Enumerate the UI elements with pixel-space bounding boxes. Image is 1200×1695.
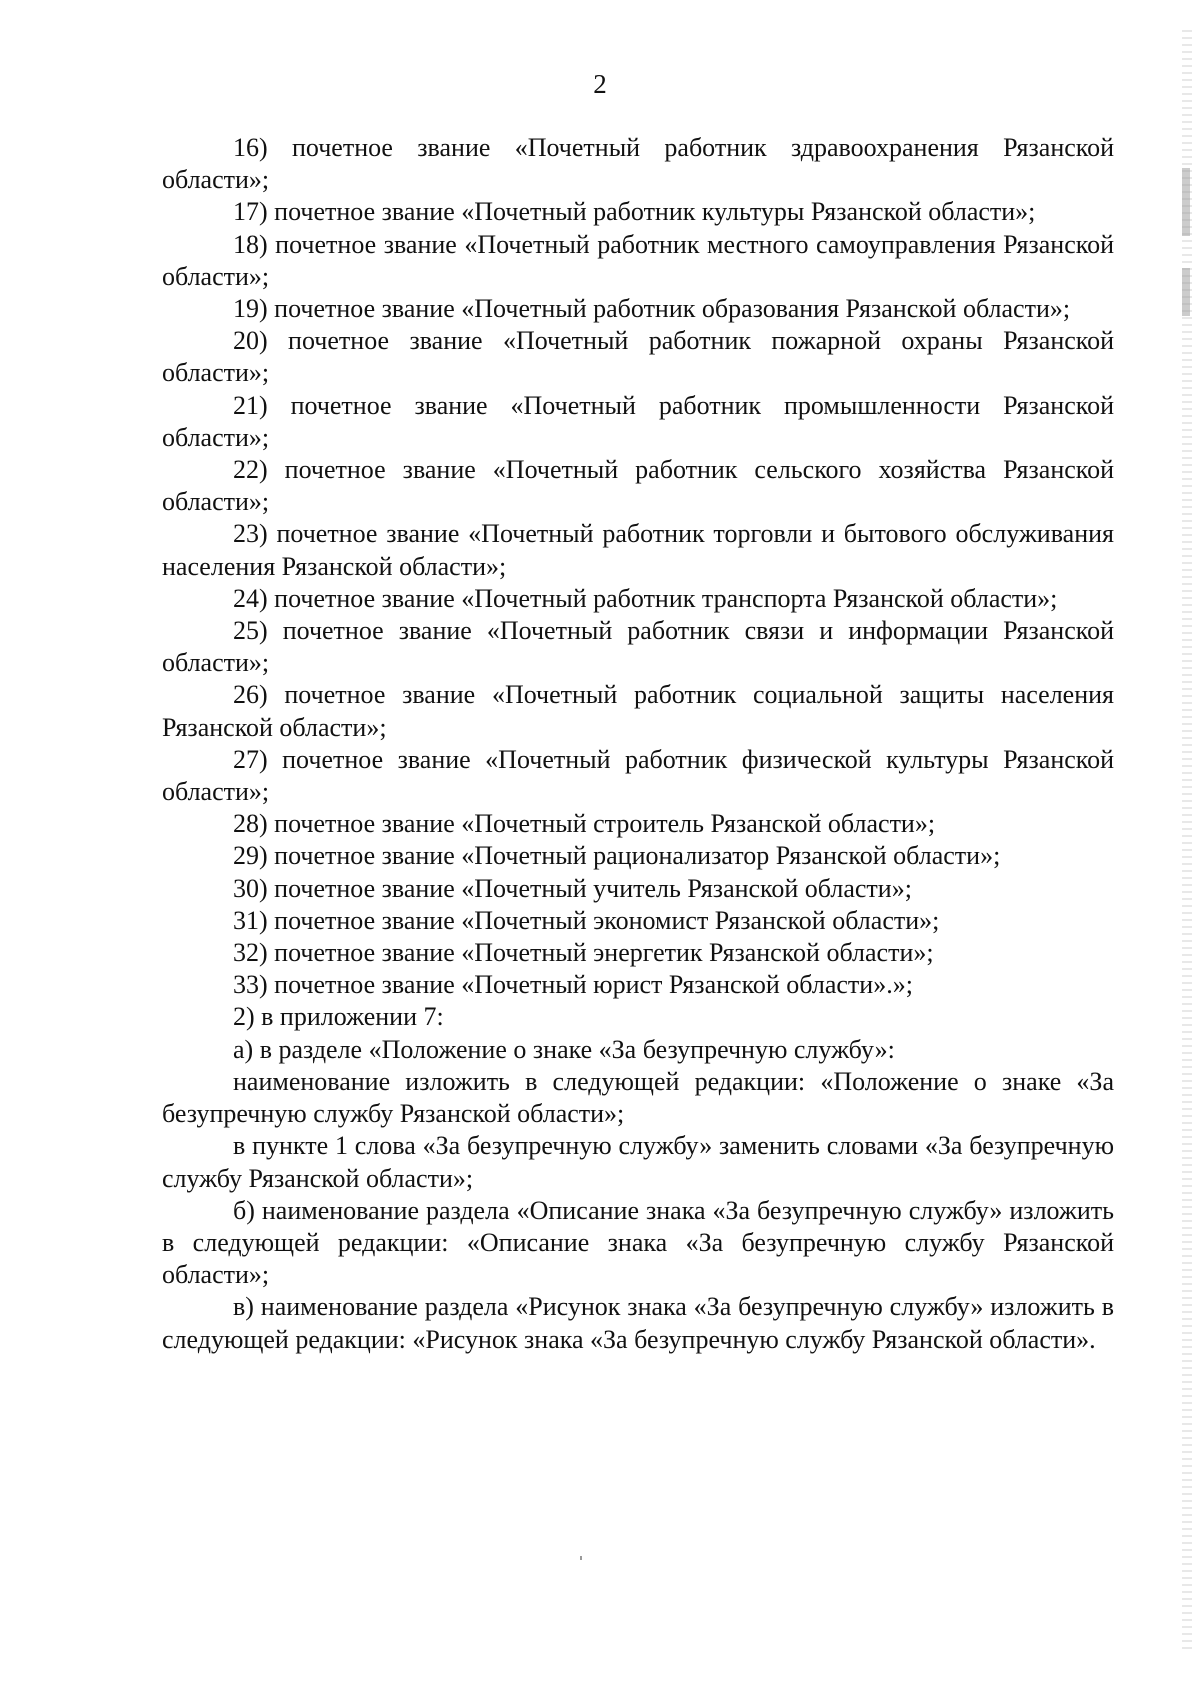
- list-item-22: 22) почетное звание «Почетный работник сельского хозяйства Рязанской области»;: [162, 455, 1114, 517]
- subitem-b: б) наименование раздела «Описание знака «За безупречную службу» изложить в следующей редакции: «Описание знака «За безупречную службу Рязанской области»;: [162, 1195, 1114, 1290]
- list-item-33: 33) почетное звание «Почетный юрист Рязанской области».»;: [233, 970, 913, 1000]
- list-item-26: 26) почетное звание «Почетный работник социальной защиты населения Рязанской области»;: [162, 680, 1114, 742]
- list-item-23: 23) почетное звание «Почетный работник торговли и бытового обслуживания населения Рязанской области»;: [162, 519, 1114, 581]
- scan-edge-mark: [1182, 268, 1190, 316]
- list-item-30: 30) почетное звание «Почетный учитель Рязанской области»;: [233, 873, 912, 903]
- scan-edge-mark: [1182, 168, 1190, 236]
- list-item-18: 18) почетное звание «Почетный работник местного самоуправления Рязанской области»;: [162, 229, 1114, 291]
- list-item-28: 28) почетное звание «Почетный строитель Рязанской области»;: [233, 809, 936, 839]
- list-item-31: 31) почетное звание «Почетный экономист Рязанской области»;: [233, 905, 940, 935]
- subitem-a-clause-1-change: в пункте 1 слова «За безупречную службу» заменить словами «За безупречную службу Рязанской области»;: [162, 1131, 1114, 1193]
- list-item-24: 24) почетное звание «Почетный работник транспорта Рязанской области»;: [233, 583, 1058, 613]
- subitem-a: а) в разделе «Положение о знаке «За безупречную службу»:: [233, 1034, 895, 1064]
- list-item-27: 27) почетное звание «Почетный работник физической культуры Рязанской области»;: [162, 744, 1114, 807]
- list-item-25: 25) почетное звание «Почетный работник связи и информации Рязанской области»;: [162, 616, 1114, 678]
- list-item-32: 32) почетное звание «Почетный энергетик Рязанской области»;: [233, 938, 934, 968]
- list-item-17: 17) почетное звание «Почетный работник культуры Рязанской области»;: [233, 197, 1036, 227]
- scan-speck: [580, 1556, 582, 1560]
- subitem-a-title-change: наименование изложить в следующей редакции: «Положение о знаке «За безупречную службу Рязанской области»;: [162, 1066, 1114, 1129]
- list-item-29: 29) почетное звание «Почетный рационализатор Рязанской области»;: [233, 841, 1001, 871]
- list-item-16: 16) почетное звание «Почетный работник здравоохранения Рязанской области»;: [162, 133, 1114, 195]
- list-item-19: 19) почетное звание «Почетный работник образования Рязанской области»;: [233, 294, 1071, 324]
- list-item-21: 21) почетное звание «Почетный работник промышленности Рязанской области»;: [162, 390, 1114, 452]
- list-item-20: 20) почетное звание «Почетный работник пожарной охраны Рязанской области»;: [162, 326, 1114, 388]
- subitem-v: в) наименование раздела «Рисунок знака «За безупречную службу» изложить в следующей редакции: «Рисунок знака «За безупречную службу Рязанской области».: [162, 1292, 1114, 1354]
- amendment-item-2: 2) в приложении 7:: [233, 1002, 444, 1032]
- document-body: [162, 132, 1114, 1356]
- page-number: 2: [593, 69, 607, 99]
